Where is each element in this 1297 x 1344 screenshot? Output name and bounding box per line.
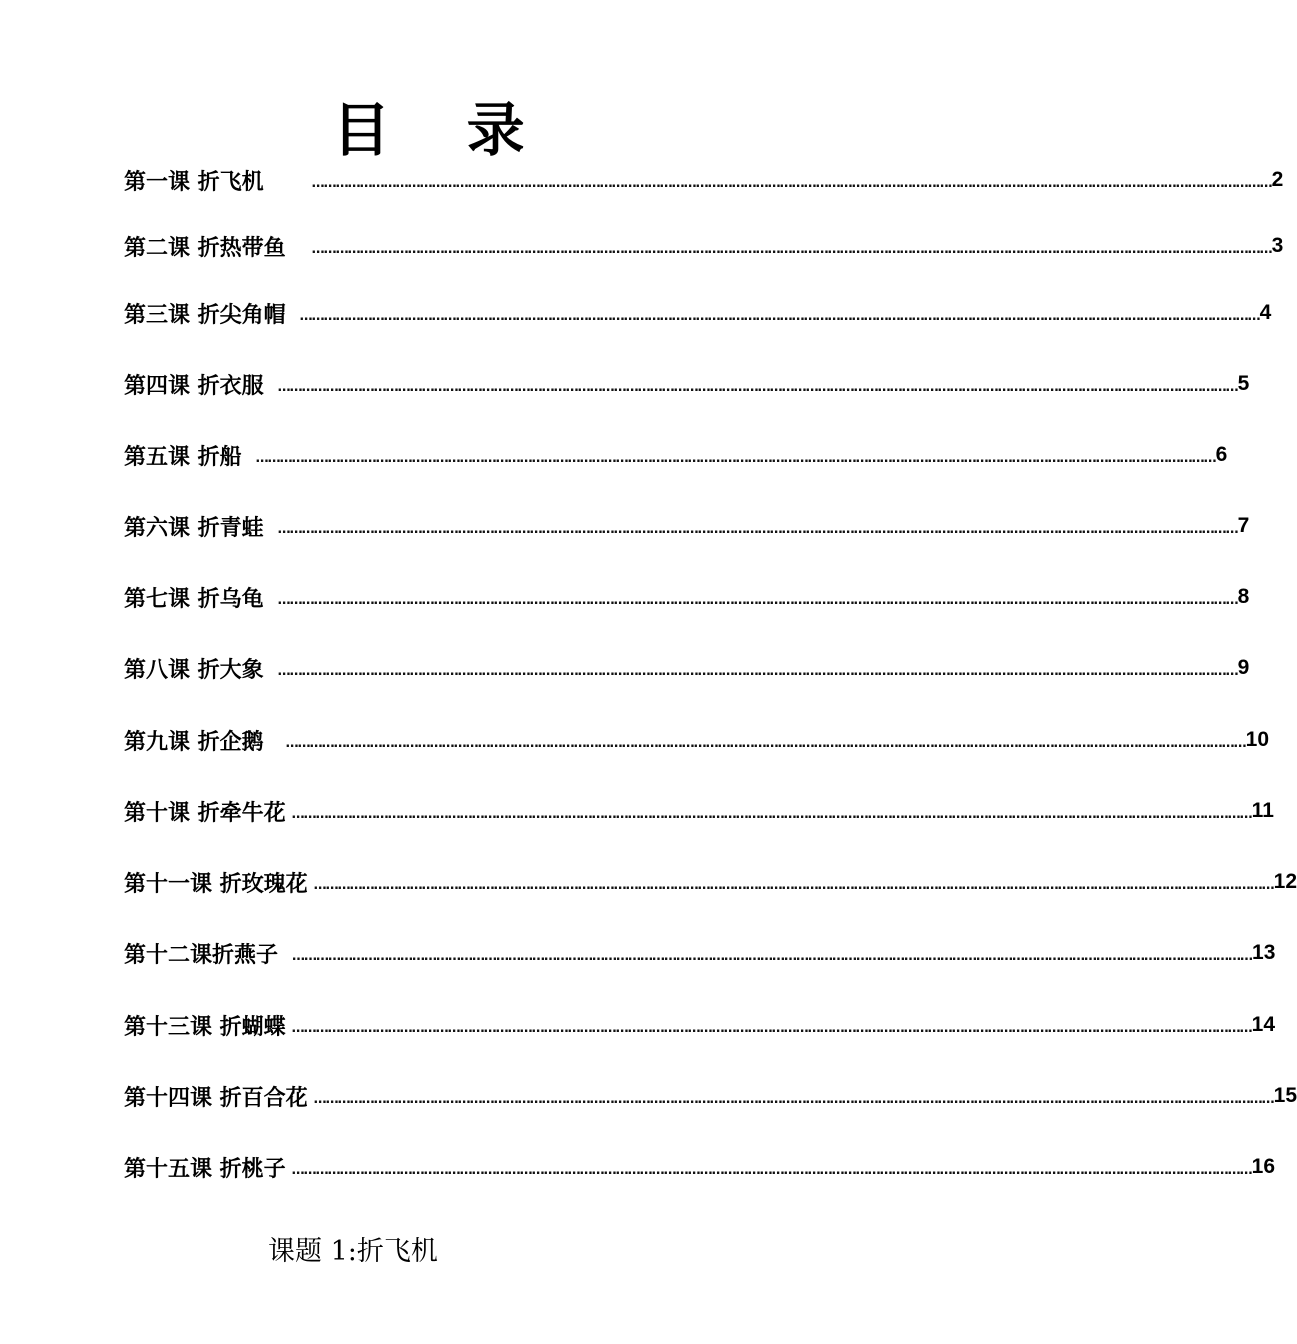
toc-entry-page: 2: [1271, 168, 1284, 191]
toc-entry[interactable]: [124, 366, 1250, 402]
toc-entry[interactable]: [124, 579, 1250, 615]
toc-entry-label: 第二课 折热带鱼: [124, 235, 286, 261]
toc-leader-dots: ……………………………………………………………………………………………………………………………………………………………………………………………………………………: [277, 379, 1238, 395]
toc-leader-dots: ……………………………………………………………………………………………………………………………………………………………………………………………………………………: [291, 1162, 1252, 1178]
section-heading: 课题 1:折飞机: [268, 1236, 438, 1267]
toc-entry[interactable]: [124, 1149, 1276, 1185]
toc-entry-label: 第十四课 折百合花: [124, 1085, 308, 1111]
toc-entry[interactable]: [124, 935, 1276, 971]
toc-entry[interactable]: [124, 864, 1297, 900]
toc-leader-dots: ……………………………………………………………………………………………………………………………………………………………………………………………………………………: [292, 948, 1253, 964]
toc-entry-label: 第三课 折尖角帽: [124, 302, 286, 328]
toc-entry-label: 第十课 折牵牛花: [124, 800, 286, 826]
toc-leader-dots: ……………………………………………………………………………………………………………………………………………………………………………………………………………………: [277, 592, 1238, 608]
toc-entry-page: 13: [1252, 941, 1276, 964]
toc-entry[interactable]: [124, 228, 1284, 264]
toc-entry-label: 第九课 折企鹅: [124, 729, 264, 755]
toc-leader-dots: ……………………………………………………………………………………………………………………………………………………………………………………………………………………: [311, 241, 1272, 257]
toc-entry-page: 11: [1251, 799, 1274, 822]
toc-entry-page: 9: [1237, 656, 1250, 679]
toc-entry[interactable]: [124, 508, 1250, 544]
toc-entry-label: 第十二课折燕子: [124, 942, 279, 968]
toc-entry-page: 10: [1245, 728, 1270, 751]
toc-entry-page: 8: [1237, 585, 1250, 608]
toc-entry-page: 4: [1259, 301, 1272, 324]
toc-entry[interactable]: [124, 437, 1228, 473]
page-title: 目 录: [332, 96, 553, 164]
toc-leader-dots: ……………………………………………………………………………………………………………………………………………………………………………………………………………………: [285, 735, 1246, 751]
toc-leader-dots: ……………………………………………………………………………………………………………………………………………………………………………………………………………………: [291, 1020, 1252, 1036]
toc-entry-page: 3: [1271, 234, 1284, 257]
toc-entry-label: 第十三课 折蝴蝶: [124, 1014, 286, 1040]
toc-entry-label: 第五课 折船: [124, 444, 242, 470]
toc-entry-page: 12: [1273, 870, 1297, 893]
toc-entry-label: 第十一课 折玫瑰花: [124, 871, 308, 897]
toc-entry-label: 第一课 折飞机: [124, 169, 264, 195]
toc-entry[interactable]: [124, 162, 1284, 198]
toc-entry-page: 5: [1237, 372, 1250, 395]
toc-entry-label: 第十五课 折桃子: [124, 1156, 286, 1182]
toc-entry-page: 6: [1215, 443, 1228, 466]
toc-entry-page: 14: [1251, 1013, 1276, 1036]
toc-entry-page: 7: [1237, 514, 1250, 537]
toc-entry-page: 16: [1251, 1155, 1276, 1178]
toc-leader-dots: ……………………………………………………………………………………………………………………………………………………………………………………………………………………: [313, 1091, 1274, 1107]
toc-entry-label: 第六课 折青蛙: [124, 515, 264, 541]
toc-leader-dots: ……………………………………………………………………………………………………………………………………………………………………………………………………………………: [313, 877, 1274, 893]
toc-entry[interactable]: [124, 793, 1274, 829]
toc-leader-dots: ……………………………………………………………………………………………………………………………………………………………………………………………………………………: [277, 521, 1238, 537]
toc-entry-label: 第八课 折大象: [124, 657, 264, 683]
toc-entry[interactable]: [124, 1007, 1276, 1043]
toc-leader-dots: ……………………………………………………………………………………………………………………………………………………………………………………………………………………: [299, 308, 1260, 324]
toc-entry[interactable]: [124, 1078, 1297, 1114]
toc-entry-label: 第七课 折乌龟: [124, 586, 264, 612]
toc-leader-dots: ……………………………………………………………………………………………………………………………………………………………………………………………………………………: [291, 806, 1252, 822]
toc-entry-label: 第四课 折衣服: [124, 373, 264, 399]
toc-entry[interactable]: [124, 295, 1272, 331]
toc-leader-dots: ……………………………………………………………………………………………………………………………………………………………………………………………………………………: [311, 175, 1272, 191]
toc-leader-dots: ……………………………………………………………………………………………………………………………………………………………………………………………………………………: [277, 663, 1238, 679]
toc-leader-dots: ……………………………………………………………………………………………………………………………………………………………………………………………………………………: [255, 450, 1216, 466]
toc-entry-page: 15: [1273, 1084, 1297, 1107]
toc-entry[interactable]: [124, 722, 1270, 758]
toc-entry[interactable]: [124, 650, 1250, 686]
